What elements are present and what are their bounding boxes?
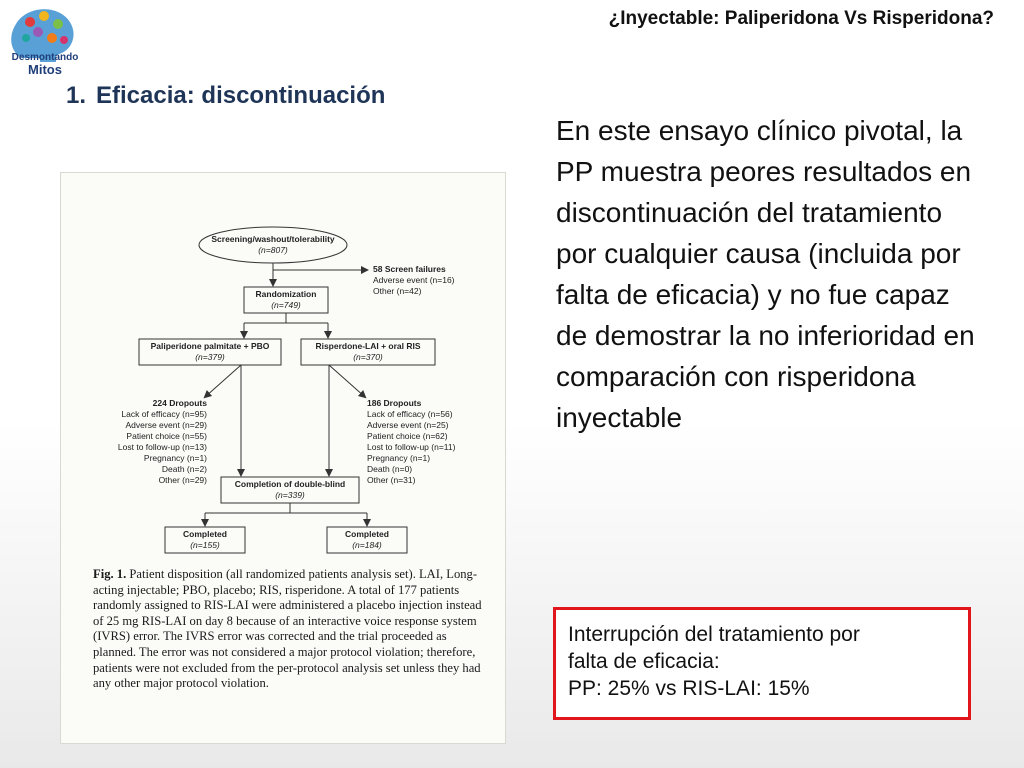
callout-line-2: falta de eficacia: [568, 650, 720, 673]
left-dropouts-line: Pregnancy (n=1) [143, 453, 207, 463]
right-dropouts-line: Patient choice (n=62) [367, 431, 448, 441]
right-dropouts-title: 186 Dropouts [367, 398, 422, 408]
figure-caption [93, 567, 489, 692]
callout-box [553, 607, 971, 720]
left-dropouts-line: Lack of efficacy (n=95) [121, 409, 207, 419]
section-number: 1. [66, 82, 87, 109]
left-dropouts-line: Adverse event (n=29) [125, 420, 207, 430]
completed-left-title: Completed [183, 529, 227, 539]
screening-title: Screening/washout/tolerability [211, 234, 335, 244]
logo-line-2: Mitos [28, 62, 62, 77]
right-dropouts-line: Pregnancy (n=1) [367, 453, 431, 463]
screening-n: (n=807) [258, 245, 288, 255]
completed-right-title: Completed [345, 529, 389, 539]
left-dropouts-line: Other (n=29) [158, 475, 207, 485]
completion-title: Completion of double-blind [234, 479, 346, 489]
left-dropouts-line: Death (n=2) [161, 464, 207, 474]
patient-disposition-figure [60, 172, 506, 744]
logo-text [0, 52, 90, 76]
right-dropouts-line: Lack of efficacy (n=56) [367, 409, 453, 419]
right-dropouts-line: Death (n=0) [367, 464, 413, 474]
screen-failures-line: Other (n=42) [373, 286, 422, 296]
right-arm-n: (n=370) [353, 352, 383, 362]
logo-line-1: Desmontando [11, 52, 79, 63]
completed-right-n: (n=184) [352, 540, 382, 550]
left-dropouts-line: Lost to follow-up (n=13) [117, 442, 207, 452]
logo [0, 0, 90, 78]
right-dropouts-line: Other (n=31) [367, 475, 416, 485]
right-dropouts-line: Lost to follow-up (n=11) [367, 442, 456, 452]
left-arm-n: (n=379) [195, 352, 225, 362]
callout-line-3: PP: 25% vs RIS-LAI: 15% [568, 677, 810, 700]
arrow-left-dropouts [205, 365, 241, 397]
screen-failures-line: Adverse event (n=16) [373, 275, 455, 285]
completion-n: (n=339) [275, 490, 305, 500]
section-title: Eficacia: discontinuación [96, 82, 386, 109]
right-arm-title: Risperdone-LAI + oral RIS [315, 341, 421, 351]
left-dropouts-title: 224 Dropouts [152, 398, 207, 408]
figure-caption-text: Patient disposition (all randomized patients analysis set). LAI, Long-acting injectable; PBO, placebo; RIS, risperidone. A total of 177 patients randomly assigned to RIS-LAI were administered a placebo injection instead of 25 mg RIS-LAI on day 8 because of an interactive voice response system (IVRS) error. The IVRS error was corrected and the trial proceeded as planned. The error was not considered a major protocol violation; therefore, patients were not excluded from the per-protocol analysis set unless they had any other major protocol violation. [93, 567, 482, 691]
flowchart [61, 173, 505, 563]
arrow-right-dropouts [329, 365, 365, 397]
body-paragraph: En este ensayo clínico pivotal, la PP muestra peores resultados en discontinuación del tratamiento por cualquier causa (incluida por falta de eficacia) y no fue capaz de demostrar la no inferioridad en comparación con risperidona inyectable [556, 115, 975, 433]
callout-line-1: Interrupción del tratamiento por [568, 623, 860, 646]
completed-left-n: (n=155) [190, 540, 220, 550]
randomization-title: Randomization [255, 289, 317, 299]
left-dropouts-line: Patient choice (n=55) [126, 431, 207, 441]
left-arm-title: Paliperidone palmitate + PBO [150, 341, 270, 351]
randomization-n: (n=749) [271, 300, 301, 310]
right-dropouts-line: Adverse event (n=25) [367, 420, 449, 430]
figure-caption-label: Fig. 1. [93, 567, 127, 581]
slide-header-title: ¿Inyectable: Paliperidona Vs Risperidona? [608, 8, 994, 29]
screen-failures-title: 58 Screen failures [373, 264, 446, 274]
section-heading [66, 82, 395, 110]
